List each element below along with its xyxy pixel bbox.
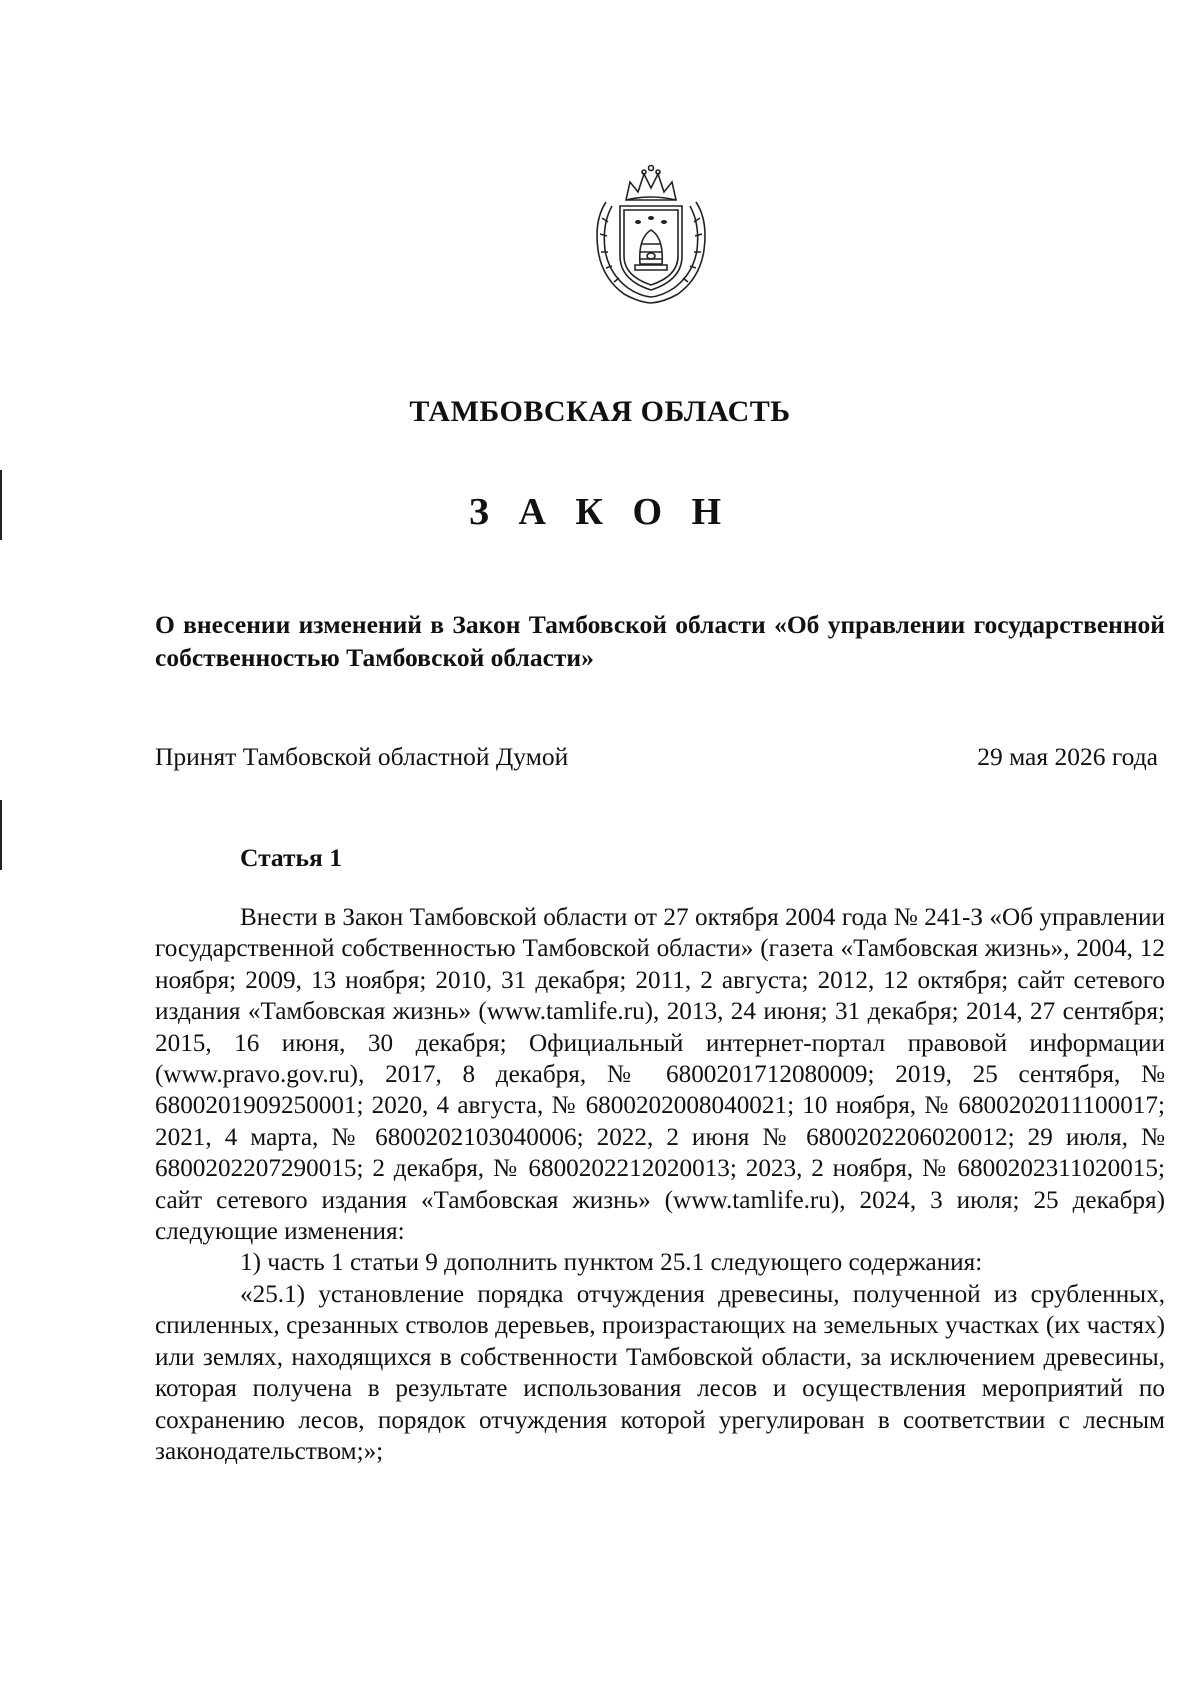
article-heading: Статья 1 [240, 843, 342, 872]
article-paragraph: Внести в Закон Тамбовской области от 27 октября 2004 года № 241-З «Об управлении государственной собственностью Тамбовской области» (газета «Тамбовская жизнь», 2004, 12 ноября; 2009, 13 ноября; 2010, 31 декабря; 2011, 2 августа; 2012, 12 октября; сайт сетевого издания «Тамбовская жизнь» (www.tamlife.ru), 2013, 24 июня; 31 декабря; 2014, 27 сентября; 2015, 16 июня, 30 декабря; Официальный интернет-портал правовой информации (www.pravo.gov.ru), 2017, 8 декабря, № 6800201712080009; 2019, 25 сентября, № 6800201909250001; 2020, 4 августа, № 6800202008040021; 10 ноября, № 6800202011100017; 2021, 4 марта, № 6800202103040006; 2022, 2 июня № 6800202206020012; 29 июля, № 6800202207290015; 2 декабря, № 6800202212020013; 2023, 2 ноября, № 6800202311020015; сайт сетевого издания «Тамбовская жизнь» (www.tamlife.ru), 2024, 3 июля; 25 декабря) следующие изменения: [155, 904, 1165, 1246]
document-type: З А К О Н [468, 491, 732, 533]
article-paragraph: 1) часть 1 статьи 9 дополнить пунктом 25.1 следующего содержания: [240, 1249, 983, 1277]
law-title: О внесении изменений в Закон Тамбовской области «Об управлении государственной собственностью Тамбовской области» [155, 610, 1165, 672]
adoption-date: 29 мая 2026 года [977, 742, 1158, 771]
scan-edge-mark [0, 800, 2, 870]
article-paragraph: «25.1) установление порядка отчуждения древесины, полученной из срубленных, спиленных, срезанных стволов деревьев, произрастающих на земельных участках (их частях) или землях, находящихся в собственности Тамбовской области, за исключением древесины, которая получена в результате использования лесов и осуществления мероприятий по сохранению лесов, порядок отчуждения которой урегулирован в соответствии с лесным законодательством;»; [155, 1280, 1165, 1465]
article-body [155, 902, 1165, 1467]
coat-of-arms-emblem [588, 160, 714, 305]
region-name: ТАМБОВСКАЯ ОБЛАСТЬ [409, 395, 791, 428]
adopted-by: Принят Тамбовской областной Думой [155, 742, 569, 771]
